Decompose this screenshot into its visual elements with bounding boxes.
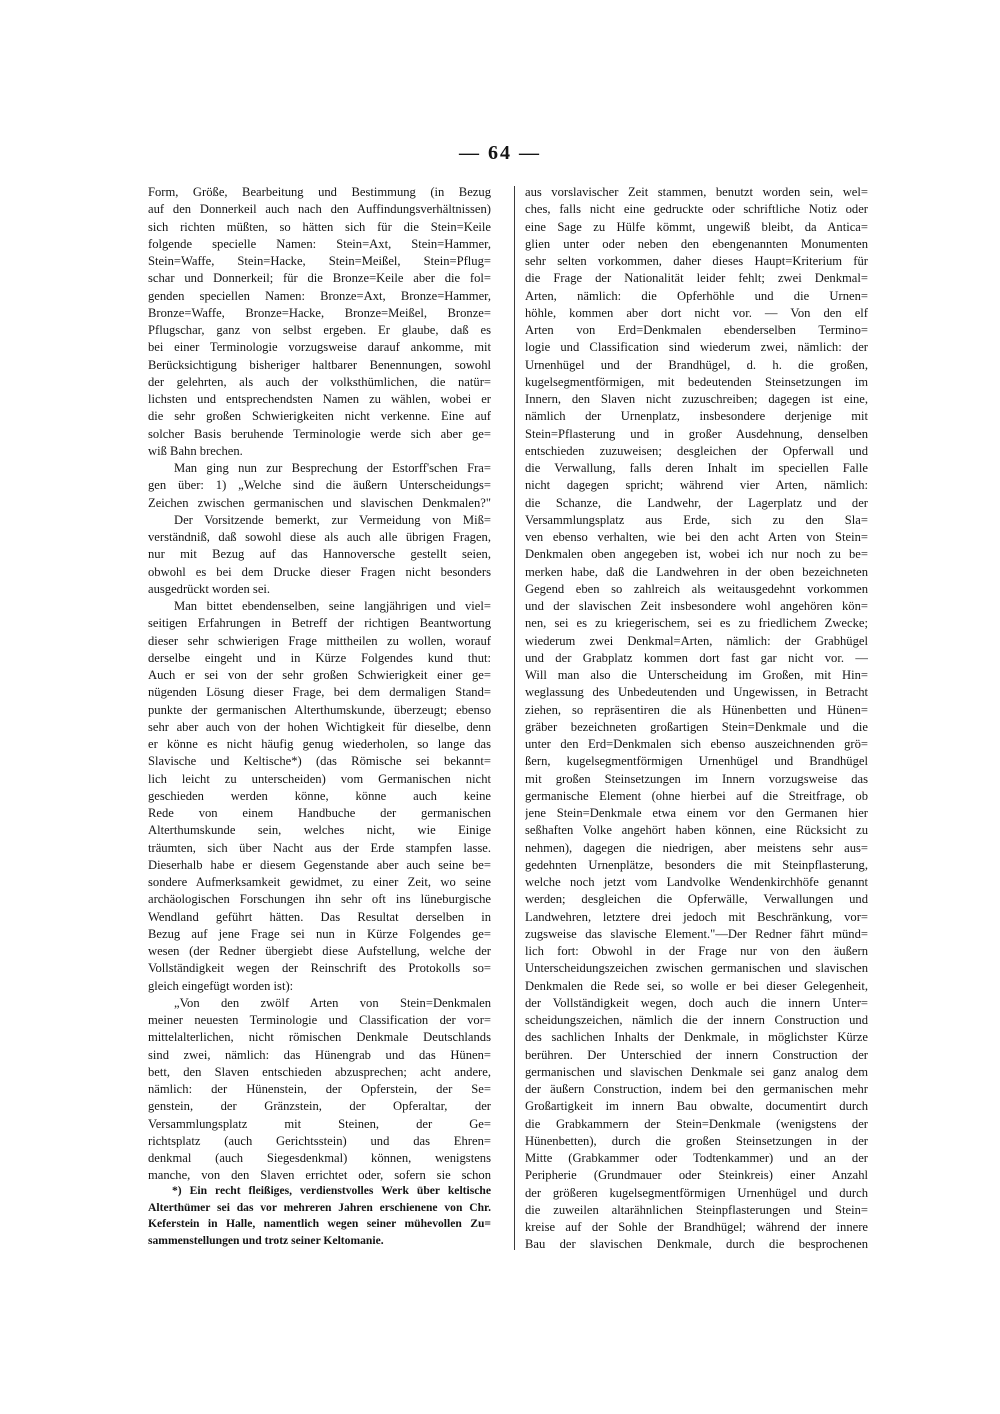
right-column-line: mit großen Steinsetzungen im Innern vorzugsweise das bbox=[525, 771, 868, 786]
right-column-line: die Schanze, die Landwehr, der Lagerplatz und der bbox=[525, 495, 868, 510]
right-column-line: kreise auf der Sohle der Brandhügel; während der innere bbox=[525, 1220, 868, 1234]
left-column-line: Rede von einem Handbuche der germanischen bbox=[148, 806, 491, 820]
left-column-line: bett, den Slaven entschieden abzusprechen; acht andere, bbox=[148, 1064, 491, 1079]
right-column-line: Innern, den Slaven nicht zuzuschreiben; dagegen ist eine, bbox=[525, 392, 868, 406]
right-column-line: Mitte (Grabkammer oder Todtenkammer) und an der bbox=[525, 1151, 868, 1165]
footnote-line: *) Ein recht fleißiges, verdienstvolles Werk über keltische bbox=[172, 1184, 491, 1197]
left-column-line: obwohl es bei dem Drucke dieser Fragen nicht besonders bbox=[148, 564, 491, 579]
left-column-line: genstein, der Gränzstein, der Opferaltar, der bbox=[148, 1099, 491, 1114]
right-column-line: germanische Element (ohne hierbei auf die Streitfrage, ob bbox=[525, 788, 868, 803]
left-column-line: Bezug auf jene Frage sei nun in Kürze Folgendes ge= bbox=[148, 926, 491, 941]
column-divider bbox=[514, 186, 515, 1250]
left-column-line: auf den Donnerkeil auch nach den Auffindungsverhältnissen) bbox=[148, 202, 491, 217]
left-column-line: nur mit Bezug auf das Hannoversche gestellt seien, bbox=[148, 547, 491, 562]
right-column-line: Unterscheidungszeichen zwischen germanischen und slavischen bbox=[525, 961, 868, 976]
right-column-line: Arten von Erd=Denkmalen ebenderselben Termino= bbox=[525, 323, 868, 337]
right-column-line: Denkmalen oben angegeben ist, wobei ich nur noch zu be= bbox=[525, 547, 868, 562]
left-column-line: meiner neuesten Terminologie und Classification der vor= bbox=[148, 1013, 491, 1027]
left-column-line: der gelehrten, als auch der volksthümlichen, die natür= bbox=[148, 374, 491, 389]
right-column-line: der größeren kugelsegmentförmigen Urnenhügel und durch bbox=[525, 1185, 868, 1200]
left-column-line: er könne es nicht häufig genug wiederholen, so lange das bbox=[148, 737, 491, 751]
left-column-line: Pflugschar, ganz von selbst ergeben. Er glaube, daß es bbox=[148, 323, 491, 337]
left-column-line: gen über: 1) „Welche sind die äußern Unterscheidungs= bbox=[148, 478, 491, 493]
left-column-line: dieser sehr schwierigen Frage mittheilen zu wollen, worauf bbox=[148, 633, 491, 648]
left-column-line: derselbe eingeht und in Kürze Folgendes kund thut: bbox=[148, 650, 491, 665]
right-column-line: des sachlichen Inhalts der Denkmale, in möglichster Kürze bbox=[525, 1030, 868, 1045]
right-column-line: ziehen, so repräsentiren die als Hünenbetten und Hünen= bbox=[525, 702, 868, 717]
right-column-line: kugelsegmentförmigen, mit bedeutenden Steinsetzungen im bbox=[525, 374, 868, 389]
right-column-line: nicht dagegen spricht; während vier Arten, nämlich: bbox=[525, 478, 868, 493]
right-column-line: die Frage der Nationalität leider fehlt; zwei Denkmal= bbox=[525, 271, 868, 286]
right-column-line: die Verwallung, falls deren Inhalt im speciellen Falle bbox=[525, 461, 868, 475]
left-column-line: Zeichen zwischen germanischen und slavischen Denkmalen?" bbox=[148, 495, 491, 510]
right-column-line: logie und Classification sind wiederum zwei, nämlich: der bbox=[525, 340, 868, 355]
right-column-line: gräber bezeichneten großartigen Stein=Denkmale und die bbox=[525, 719, 868, 734]
right-column-line: Hünenbetten), durch die großen Steinsetzungen in der bbox=[525, 1133, 868, 1148]
right-column-line: der äußern Construction, indem bei den germanischen mehr bbox=[525, 1082, 868, 1096]
right-column-line: Urnenhügel und der Brandhügel, d. h. die großen, bbox=[525, 357, 868, 372]
left-column-line: manche, von den Slaven errichtet oder, sofern sie schon bbox=[148, 1168, 491, 1183]
left-column-line: nügenden Lösung dieser Frage, bei dem dermaligen Stand= bbox=[148, 685, 491, 700]
right-column-line: merken habe, daß die Landwehren in der oben bezeichneten bbox=[525, 564, 868, 579]
left-column-line: Berücksichtigung bisheriger haltbarer Benennungen, sowohl bbox=[148, 357, 491, 372]
right-column-line: der Vollständigkeit wegen, doch auch die innern Unter= bbox=[525, 995, 868, 1010]
right-column-line: Will man also die Unterscheidung im Großen, mit Hin= bbox=[525, 668, 868, 682]
right-column-line: Peripherie (Grundmauer oder Steinkreis) einer Anzahl bbox=[525, 1168, 868, 1183]
left-column-line: Vollständigkeit wegen der Reinschrift des Protokolls so= bbox=[148, 961, 491, 976]
right-column-line: entschieden zuzuweisen; desgleichen der Opferwall und bbox=[525, 443, 868, 458]
left-column bbox=[148, 184, 491, 1185]
right-column-line: Großartigkeit im innern Bau obwalte, documentirt durch bbox=[525, 1099, 868, 1114]
left-column-line: denkmal (auch Siegesdenkmal) können, wenigstens bbox=[148, 1151, 491, 1165]
right-column-line: ven ebenso verhalten, wie bei den acht Arten von Stein= bbox=[525, 530, 868, 544]
left-column-line: gleich eingefügt worden ist): bbox=[148, 978, 294, 993]
left-column-line: schar und Donnerkeil; für die Bronze=Keile aber die fol= bbox=[148, 271, 491, 286]
left-column-line: ausgedrückt worden sei. bbox=[148, 581, 271, 596]
left-column-line: wiß Bahn brechen. bbox=[148, 443, 243, 458]
left-column-line: seitigen Erfahrungen in Betreff der richtigen Beantwortung bbox=[148, 616, 491, 631]
left-column-line: Der Vorsitzende bemerkt, zur Vermeidung von Miß= bbox=[174, 512, 491, 527]
left-column-line: lichsten und entsprechendsten Namen zu wählen, wobei er bbox=[148, 392, 491, 406]
right-column-line: Landwehren, letztere drei jedoch mit Beschränkung, vor= bbox=[525, 909, 868, 924]
left-column-line: sehr aber auch von der hohen Wichtigkeit für dieselbe, denn bbox=[148, 719, 491, 734]
right-column-line: weglassung des Unbedeutenden und Ungewissen, in Betracht bbox=[525, 685, 868, 700]
left-column-line: „Von den zwölf Arten von Stein=Denkmalen bbox=[174, 995, 491, 1010]
left-column-line: Man ging nun zur Besprechung der Estorff'schen Fra= bbox=[174, 461, 491, 475]
left-column-line: Wendland geführt hätten. Das Resultat derselben in bbox=[148, 909, 491, 924]
right-column-line: eine Sage zu Hülfe kömmt, ungewiß bleibt, da Antica= bbox=[525, 219, 868, 234]
left-column-line: richtsplatz (auch Gerichtsstein) und das Ehren= bbox=[148, 1133, 491, 1148]
left-column-line: solcher Basis beruhende Terminologie werde sich aber ge= bbox=[148, 426, 491, 441]
right-column-line: zugsweise das slavische Element."—Der Redner fährt münd= bbox=[525, 926, 868, 941]
right-column-line: sehr selten vorkommen, daher dieses Haupt=Kriterium für bbox=[525, 254, 868, 268]
left-column-line: genden speciellen Namen: Bronze=Axt, Bronze=Hammer, bbox=[148, 288, 491, 303]
right-column-line: aus vorslavischer Zeit stammen, benutzt worden sein, wel= bbox=[525, 185, 868, 199]
left-column-line: Versammlungsplatz mit Steinen, der Ge= bbox=[148, 1116, 491, 1131]
left-column-line: punkte der germanischen Alterthumskunde, überzeugt; ebenso bbox=[148, 702, 491, 717]
right-column-line: welche noch jetzt vom Landvolke Wendenkirchhöfe genannt bbox=[525, 875, 868, 889]
left-column-line: Alterthumskunde sein, welches nicht, wie Einige bbox=[148, 823, 491, 838]
left-column-line: Form, Größe, Bearbeitung und Bestimmung (in Bezug bbox=[148, 185, 491, 199]
right-column-line: berühren. Der Unterschied der innern Construction der bbox=[525, 1047, 868, 1062]
left-column-line: bei einer Terminologie vorzugsweise darauf ankomme, mit bbox=[148, 340, 491, 355]
right-column-line: ches, falls nicht eine gedruckte oder schriftliche Notiz oder bbox=[525, 202, 868, 217]
left-column-line: mittelalterlichen, nicht römischen Denkmale Deutschlands bbox=[148, 1030, 491, 1045]
right-column-line: werden; desgleichen die Opferwälle, Verwallungen und bbox=[525, 892, 868, 907]
right-column-line: jene Stein=Denkmale etwa einem vor den Germanen hier bbox=[525, 806, 868, 820]
right-column-line: die Grabkammern der Stein=Denkmale (wenigstens der bbox=[525, 1116, 868, 1131]
footnote-line: Keferstein in Halle, namentlich wegen seiner mühevollen Zu= bbox=[148, 1217, 491, 1230]
left-column-line: Auch er sei von der sehr großen Schwierigkeit einer ge= bbox=[148, 668, 491, 682]
footnote-line: sammenstellungen und trotz seiner Keltomanie. bbox=[148, 1233, 384, 1247]
right-column-line: Denkmalen die Rede sei, so wolle er bei dieser Gelegenheit, bbox=[525, 978, 868, 993]
left-column-line: Slavische und Keltische*) (das Römische sei bekannt= bbox=[148, 754, 491, 769]
left-column-line: verständniß, daß sowohl diese als auch alle übrigen Fragen, bbox=[148, 530, 491, 544]
right-column-line: lich fort: Obwohl in der Frage nur von den äußern bbox=[525, 944, 868, 958]
right-column-line: nämlich der Urnenplatz, insbesondere derjenige mit bbox=[525, 409, 868, 424]
left-column-line: wesen (der Redner übergiebt diese Aufstellung, welche der bbox=[148, 944, 491, 958]
right-column-line: Gegend eben so zahlreich als weitausgedehnt vorkommen bbox=[525, 581, 868, 596]
left-column-line: lich leicht zu unterscheiden) vom Germanischen nicht bbox=[148, 771, 491, 786]
left-column-line: sind zwei, nämlich: das Hünengrab und das Hünen= bbox=[148, 1047, 491, 1062]
page-number: — 64 — bbox=[459, 142, 541, 164]
left-column-line: folgende specielle Namen: Stein=Axt, Stein=Hammer, bbox=[148, 236, 491, 251]
right-column-line: scheidungszeichen, nämlich die der innern Construction und bbox=[525, 1013, 868, 1027]
left-column-line: die sehr großen Schwierigkeiten nicht verkenne. Eine auf bbox=[148, 409, 491, 424]
right-column-line: nehmen), dagegen die niedrigen, aber meistens sehr aus= bbox=[525, 840, 868, 855]
right-column-line: ßern, kugelsegmentförmigen Urnenhügel und Brandhügel bbox=[525, 754, 868, 769]
footnote-line: Alterthümer sei das vor mehreren Jahren erschienene von Chr. bbox=[148, 1200, 491, 1214]
right-column-line: glien unter oder neben den ebengenannten Monumenten bbox=[525, 236, 868, 251]
right-column-line: und der Grabplatz kommen dort fast gar nicht vor. — bbox=[525, 650, 868, 665]
right-column-line: germanischen und slavischen Denkmale sei ganz analog dem bbox=[525, 1064, 868, 1079]
right-column-line: nen, sei es zu kriegerischem, sei es zu friedlichem Zwecke; bbox=[525, 616, 868, 631]
left-column-line: träumten, sich über Nacht aus der Erde stampfen lasse. bbox=[148, 840, 491, 855]
right-column-line: und der slavischen Zeit insbesondere wohl angehören kön= bbox=[525, 599, 868, 613]
left-column-line: geschieden werden könne, könne auch keine bbox=[148, 788, 491, 803]
left-column-line: Bronze=Waffe, Bronze=Hacke, Bronze=Meißel, Bronze= bbox=[148, 305, 491, 320]
right-column-line: höhle, kommen aber dort nicht vor. — Von den elf bbox=[525, 305, 868, 320]
left-column-line: nämlich: der Hünenstein, der Opferstein, der Se= bbox=[148, 1082, 491, 1096]
left-column-line: Dieserhalb habe er diesem Gegenstande aber auch seine be= bbox=[148, 857, 491, 872]
right-column-line: Stein=Pflasterung und in großer Ausdehnung, denselben bbox=[525, 426, 868, 441]
left-column-line: sich richten müßten, so hätten sich für die Stein=Keile bbox=[148, 219, 491, 234]
right-column-line: Arten, nämlich: die Opferhöhle und die Urnen= bbox=[525, 288, 868, 303]
footnote bbox=[148, 1183, 491, 1249]
right-column-line: gedehnten Urnenplätze, besonders die mit Steinpflasterung, bbox=[525, 857, 868, 872]
right-column-line: die zuweilen altarähnlichen Steinpflasterungen und Stein= bbox=[525, 1202, 868, 1217]
left-column-line: sondere Aufmerksamkeit gewidmet, zu einer Zeit, wo seine bbox=[148, 875, 491, 889]
right-column-line: unter den Erd=Denkmalen sich ebenso auszeichnenden grö= bbox=[525, 737, 868, 751]
left-column-line: Stein=Waffe, Stein=Hacke, Stein=Meißel, Stein=Pflug= bbox=[148, 254, 491, 268]
right-column-line: wiederum zwei Denkmal=Arten, nämlich: der Grabhügel bbox=[525, 633, 868, 648]
left-column-line: Man bittet ebendenselben, seine langjährigen und viel= bbox=[174, 599, 491, 613]
left-column-line: archäologischen Forschungen ihn sehr oft ins lüneburgische bbox=[148, 892, 491, 907]
right-column-line: Bau der slavischen Denkmale, durch die besprochenen bbox=[525, 1237, 868, 1252]
right-column-line: Versammlungsplatz aus Erde, sich zu den Sla= bbox=[525, 512, 868, 527]
right-column bbox=[525, 184, 868, 1254]
right-column-line: seßhaften Volke angehört haben können, eine Rücksicht zu bbox=[525, 823, 868, 838]
